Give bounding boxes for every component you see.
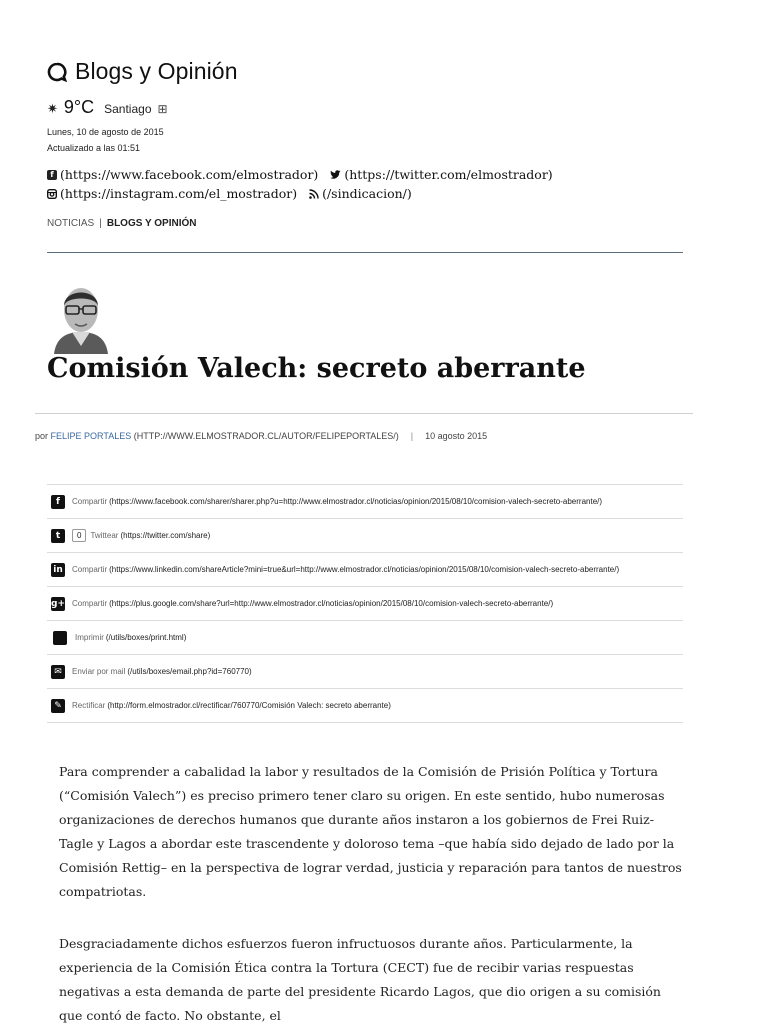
share-linkedin-label: Compartir — [72, 565, 108, 574]
twitter-link[interactable] — [330, 167, 552, 182]
twitter-icon: t — [51, 529, 65, 543]
share-mail-url: (/utils/boxes/email.php?id=760770) — [127, 667, 252, 676]
weather-widget — [47, 97, 168, 118]
social-links-row-2 — [47, 186, 412, 201]
google-plus-icon: g+ — [51, 598, 65, 609]
facebook-icon: f — [47, 170, 57, 180]
print-icon — [53, 631, 67, 645]
linkedin-icon: in — [51, 563, 65, 577]
article-title: Comisión Valech: secreto aberrante — [47, 353, 586, 384]
share-print[interactable] — [47, 620, 683, 654]
facebook-link-text: (https://www.facebook.com/elmostrador) — [60, 167, 319, 182]
social-links-row-1 — [47, 167, 553, 182]
twitter-link-text: (https://twitter.com/elmostrador) — [344, 167, 553, 182]
share-print-url: (/utils/boxes/print.html) — [105, 633, 187, 642]
share-linkedin[interactable] — [47, 552, 683, 586]
title-divider — [35, 413, 693, 414]
share-linkedin-url: (https://www.linkedin.com/shareArticle?mini=true&url=http://www.elmostrador.cl/noticias/opinion/2015/08/10/comision-valech-secreto-aberrante/) — [109, 565, 620, 574]
share-twitter-url: (https://twitter.com/share) — [120, 531, 211, 540]
site-brand[interactable] — [47, 58, 238, 85]
share-facebook-url: (https://www.facebook.com/sharer/sharer.php?u=http://www.elmostrador.cl/noticias/opinion/2015/08/10/comision-valech-secreto-aberrante/) — [109, 497, 603, 506]
share-mail-label: Enviar por mail — [72, 667, 126, 676]
share-twitter[interactable] — [47, 518, 683, 552]
site-title: Blogs y Opinión — [75, 58, 238, 84]
share-facebook[interactable] — [47, 484, 683, 518]
share-rectify-url: (http://form.elmostrador.cl/rectificar/760770/Comisión Valech: secreto aberrante) — [107, 701, 391, 710]
share-rectify-label: Rectificar — [72, 701, 106, 710]
byline-prefix: por — [35, 431, 49, 441]
updated-time: Actualizado a las 01:51 — [47, 143, 141, 153]
instagram-link-text: (https://instagram.com/el_mostrador) — [60, 186, 298, 201]
rss-link[interactable] — [309, 186, 412, 201]
share-facebook-label: Compartir — [72, 497, 108, 506]
header-divider — [47, 252, 683, 253]
sun-icon: ✷ — [47, 101, 58, 116]
mail-icon: ✉ — [51, 665, 65, 679]
article-date: 10 agosto 2015 — [425, 431, 488, 441]
breadcrumb-blogs[interactable]: BLOGS Y OPINIÓN — [106, 218, 197, 229]
share-rectify[interactable] — [47, 688, 683, 723]
share-google-url: (https://plus.google.com/share?url=http://www.elmostrador.cl/noticias/opinion/2015/08/10/comision-valech-secreto-aberrante/) — [109, 599, 554, 608]
article-paragraph-1: Para comprender a cabalidad la labor y resultados de la Comisión de Prisión Política y Tortura (“Comisión Valech”) es preciso primero tener claro su origen. En este sentido, hubo numerosas organizaciones de derechos humanos que durante años instaron a los gobiernos de Frei Ruiz-Tagle y Lagos a abordar este trascendente y doloroso tema –que había sido dejado de lado por la Comisión Rettig– en la perspectiva de lograr verdad, justicia y reparación para tantos de nuestros compatriotas. — [59, 764, 682, 899]
current-date: Lunes, 10 de agosto de 2015 — [47, 127, 164, 137]
facebook-link[interactable] — [47, 167, 318, 182]
facebook-icon: f — [51, 495, 65, 509]
chat-bubble-icon — [47, 62, 67, 82]
breadcrumb-separator: | — [99, 218, 102, 229]
share-twitter-label: Twittear — [90, 531, 119, 540]
byline-separator: | — [410, 431, 414, 441]
article-paragraph-2: Desgraciadamente dichos esfuerzos fueron infructuosos durante años. Particularmente, la experiencia de la Comisión Ética contra la Tortura (CECT) fue de recibir varias respuestas negativas a esta demanda de parte del presidente Ricardo Lagos, que dio origen a su comisión que contó de facto. No obstante, el — [59, 936, 661, 1023]
share-google-plus[interactable] — [47, 586, 683, 620]
tweet-count: 0 — [72, 529, 86, 542]
author-photo — [50, 272, 112, 354]
breadcrumb-noticias[interactable]: NOTICIAS — [47, 218, 95, 229]
pencil-icon: ✎ — [51, 699, 65, 713]
share-mail[interactable] — [47, 654, 683, 688]
author-link[interactable]: FELIPE PORTALES — [50, 431, 132, 441]
twitter-icon — [330, 170, 341, 180]
author-url: (HTTP://WWW.ELMOSTRADOR.CL/AUTOR/FELIPEPORTALES/) — [133, 431, 399, 441]
share-list — [47, 484, 683, 723]
instagram-icon — [47, 189, 57, 199]
instagram-link[interactable] — [47, 186, 297, 201]
city-name: Santiago — [104, 102, 152, 116]
breadcrumb — [47, 218, 197, 229]
share-print-label: Imprimir — [75, 633, 104, 642]
rss-link-text: (/sindicacion/) — [322, 186, 412, 201]
plus-box-icon[interactable]: ⊞ — [157, 102, 168, 116]
byline — [35, 431, 487, 441]
share-google-label: Compartir — [72, 599, 108, 608]
rss-icon — [309, 189, 319, 199]
temperature: 9°C — [63, 97, 95, 117]
